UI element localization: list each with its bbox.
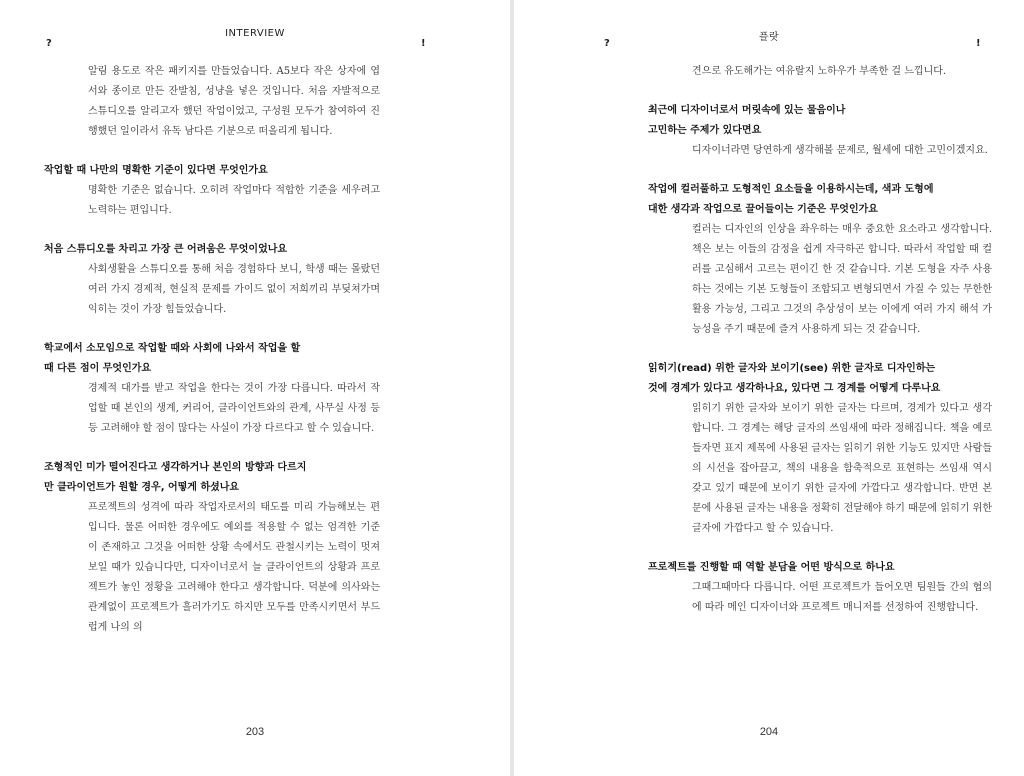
page-number: 203: [245, 726, 265, 738]
interview-question: 작업할 때 나만의 명확한 기준이 있다면 무엇인가요: [44, 165, 268, 176]
answer-paragraph: 알림 용도로 작은 패키지를 만들었습니다. A5보다 작은 상자에 엽서와 종이로 만든 잔발침, 성냥을 넣은 것입니다. 처음 자발적으로 스튜디오를 알리고자 했던 작업이었고, 구성원 모두가 참여하여 진행했던 일이라서 유독 남다른 기분으로 떠올리게 됩니다.: [88, 66, 380, 137]
interview-question: 조형적인 미가 떨어진다고 생각하거나 본인의 방향과 다르지만 클라이언트가 원할 경우, 어떻게 하셨나요: [44, 462, 307, 493]
answer-paragraph: 프로젝트의 성격에 따라 작업자로서의 태도를 미리 가늠해보는 편입니다. 물론 어떠한 경우에도 예외를 적용할 수 없는 엄격한 기준이 존재하고 그것을 어떠한 상황 속에서도 관철시키는 노력이 멋져 보일 때가 있습니다만, 디자이너로서 늘 클라이언트의 상황과 프로젝트가 놓인 정황을 고려해야 한다고 생각합니다. 덕분에 의사와는 관계없이 프로젝트가 흘러가기도 하지만 모두를 만족시키면서 부드럽게 나의 의: [88, 502, 380, 633]
interview-question: 작업에 컬러풀하고 도형적인 요소들을 이용하시는데, 색과 도형에 대한 생각과 작업으로 끌어들이는 기준은 무엇인가요: [648, 184, 934, 215]
answer-paragraph: 읽히기 위한 글자와 보이기 위한 글자는 다르며, 경계가 있다고 생각합니다. 그 경계는 해당 글자의 쓰임새에 따라 정해집니다. 책을 예로 들자면 표지 제목에 사용된 글자는 읽히기 위한 기능도 있지만 사람들의 시선을 잡아끌고, 책의 내용을 함축적으로 표현하는 쓰임새 역시 갖고 있기 때문에 보이기 위한 글자에 가깝다고 생각합니다. 반면 본문에 사용된 글자는 내용을 정확히 전달해야 하기 때문에 읽히기 위한 글자에 가깝다고 할 수 있습니다.: [692, 403, 992, 534]
page-number: 204: [759, 726, 779, 738]
exclamation-mark: !: [976, 38, 981, 49]
answer-paragraph: 명확한 기준은 없습니다. 오히려 작업마다 적합한 기준을 세우려고 노력하는 편입니다.: [88, 185, 380, 216]
running-head: INTERVIEW: [225, 28, 285, 39]
answer-paragraph: 경제적 대가를 받고 작업을 한다는 것이 가장 다릅니다. 따라서 작업할 때 본인의 생계, 커리어, 클라이언트와의 관계, 사무실 사정 등등 고려해야 할 점이 많다는 사실이 가장 다르다고 할 수 있습니다.: [88, 383, 380, 434]
question-mark: ?: [46, 38, 52, 49]
answer-paragraph: 그때그때마다 다릅니다. 어떤 프로젝트가 들어오면 팀원들 간의 협의에 따라 메인 디자이너와 프로젝트 매니저를 선정하여 진행합니다.: [692, 582, 992, 613]
answer-paragraph: 컬러는 디자인의 인상을 좌우하는 매우 중요한 요소라고 생각합니다. 책은 보는 이들의 감정을 쉽게 자극하곤 합니다. 따라서 작업할 때 컬러를 고심해서 고르는 편이긴 한 것 같습니다. 기본 도형을 자주 사용하는 것에는 기본 도형들이 조합되고 변형되면서 가질 수 있는 무한한 활용 가능성, 그리고 그것의 추상성이 보는 이에게 여러 가지 해석 가능성을 주기 때문에 즐겨 사용하게 되는 것 같습니다.: [692, 224, 992, 335]
interview-question: 읽히기(read) 위한 글자와 보이기(see) 위한 글자로 디자인하는 것에 경계가 있다고 생각하나요, 있다면 그 경계를 어떻게 다루나요: [648, 363, 941, 394]
interview-question: 최근에 디자이너로서 머릿속에 있는 물음이나 고민하는 주제가 있다면요: [648, 105, 846, 136]
running-head: 플랏: [758, 32, 780, 43]
interview-text: [648, 62, 992, 618]
left-page: [0, 0, 510, 776]
question-mark: ?: [604, 38, 610, 49]
right-page: [514, 0, 1024, 776]
interview-question: 프로젝트를 진행할 때 역할 분담을 어떤 방식으로 하나요: [648, 562, 895, 573]
exclamation-mark: !: [421, 38, 426, 49]
answer-paragraph: 디자이너라면 당연하게 생각해볼 문제로, 월세에 대한 고민이겠지요.: [692, 145, 988, 156]
answer-paragraph: 견으로 유도해가는 여유랄지 노하우가 부족한 걸 느낍니다.: [692, 66, 947, 77]
interview-question: 학교에서 소모임으로 작업할 때와 사회에 나와서 작업을 할 때 다른 점이 무엇인가요: [44, 343, 301, 374]
answer-paragraph: 사회생활을 스튜디오를 통해 처음 경험하다 보니, 학생 때는 몰랐던 여러 가지 경제적, 현실적 문제를 가이드 없이 저희끼리 부딪쳐가며 익히는 것이 가장 힘들었습니다.: [88, 264, 380, 315]
interview-question: 처음 스튜디오를 차리고 가장 큰 어려움은 무엇이었나요: [44, 244, 288, 255]
interview-text: [44, 62, 380, 638]
